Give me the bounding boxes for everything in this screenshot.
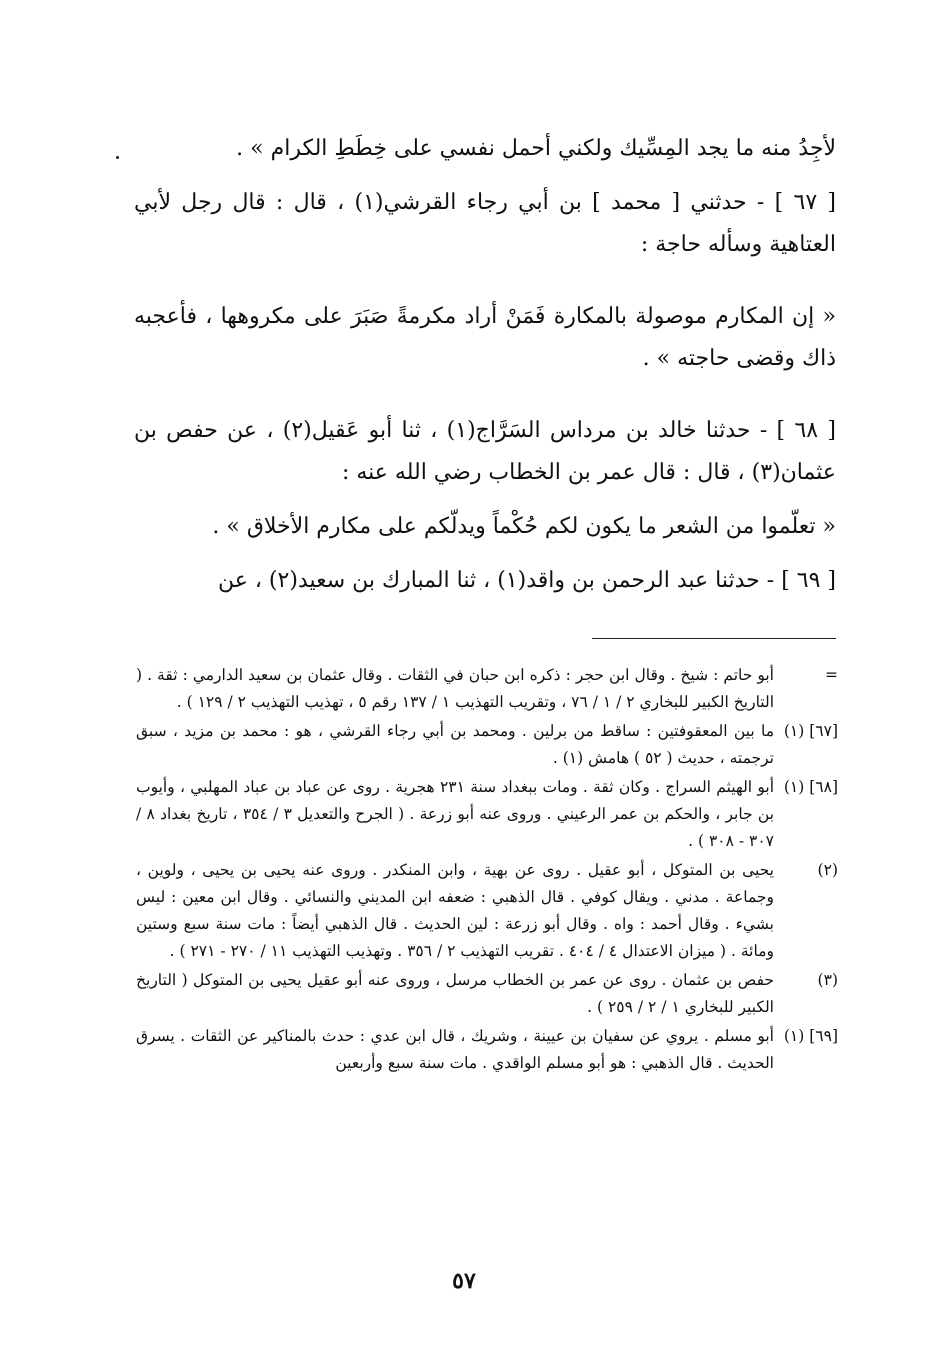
footnote-divider	[592, 638, 836, 639]
footnote-text: يحيى بن المتوكل ، أبو عقيل . روى عن بهية ، وابن المنكدر . وروى عنه يحيى بن يحيى ، ولوين ، وجماعة . مدني . ويقال كوفي . قال الذهبي : ضعفه ابن المديني والنسائي . وقال ابن معين : ليس بشيء . وقال أحمد : واه . وقال أبو زرعة : لين الحديث . قال الذهبي أيضاً : مات سنة سبع وستين ومائة . ( ميزان الاعتدال ٤ / ٤٠٤ . تقريب التهذيب ٢ / ٣٥٦ . وتهذيب التهذيب ١١ / ٢٧٠ - ٢٧١ ) .	[136, 861, 774, 960]
footnote-item	[136, 967, 838, 1021]
footnote-text: أبو الهيثم السراج . وكان ثقة . ومات ببغداد سنة ٢٣١ هجرية . روى عن عباد بن عباد المهلبي ، وأيوب بن جابر ، والحكم بن عمر الرعيني . وروى عنه أبو زرعة . ( الجرح والتعديل ٣ / ٣٥٤ ، تاريخ بغداد ٨ / ٣٠٧ - ٣٠٨ ) .	[136, 778, 774, 850]
footnote-item	[136, 662, 838, 716]
footnotes	[136, 662, 838, 1079]
footnote-text: ما بين المعقوفتين : ساقط من برلين . ومحمد بن أبي رجاء القرشي ، هو : محمد بن مزيد ، سبق ترجمته ، حديث ( ٥٢ ) هامش (١) .	[136, 722, 774, 767]
footnote-label: (٣)	[817, 971, 838, 989]
paragraph-quote-68: « تعلّموا من الشعر ما يكون لكم حُكْماً ويدلّكم على مكارم الأخلاق » .	[212, 514, 836, 539]
footnote-item	[136, 774, 838, 855]
footnote-item	[136, 718, 838, 772]
footnote-text: أبو مسلم . يروي عن سفيان بن عيينة ، وشريك ، قال ابن عدي : حدث بالمناكير عن الثقات . يسرق الحديث . قال الذهبي : هو أبو مسلم الواقدي . مات سنة سبع وأربعين	[136, 1027, 774, 1072]
paragraph-narration-67: [ ٦٧ ] - حدثني [ محمد ] بن أبي رجاء القرشي(١) ، قال : قال رجل لأبي العتاهية وسأله حاجة :	[134, 190, 837, 257]
page-number: ٥٧	[452, 1268, 476, 1294]
paragraph-verse-ending: لأجِدُ منه ما يجد المِسِّيك ولكني أحمل نفسي على خِطَطِ الكرام » .	[236, 136, 836, 161]
paragraph-narration-69: [ ٦٩ ] - حدثنا عبد الرحمن بن واقد(١) ، ثنا المبارك بن سعيد(٢) ، عن	[217, 568, 836, 593]
footnote-item	[136, 1023, 838, 1077]
paragraph-narration-68: [ ٦٨ ] - حدثنا خالد بن مرداس السَرَّاج(١) ، ثنا أبو عَقيل(٢) ، عن حفص بن عثمان(٣) ، قال : قال عمر بن الخطاب رضي الله عنه :	[134, 418, 836, 485]
paragraph-quote-67: « إن المكارم موصولة بالمكارة فَمَنْ أراد مكرمةً صَبَرَ على مكروهها ، فأعجبه ذاك وقضى حاجته » .	[134, 304, 836, 371]
footnote-label: (٢)	[817, 861, 838, 879]
main-text	[134, 128, 836, 602]
footnote-item	[136, 857, 838, 965]
footnote-label: =	[825, 666, 838, 684]
footnote-label: [٦٩] (١)	[783, 1027, 838, 1045]
footnote-label: [٦٧] (١)	[783, 722, 838, 740]
footnote-label: [٦٨] (١)	[783, 778, 838, 796]
footnote-text: أبو حاتم : شيخ . وقال ابن حجر : ذكره ابن حبان في الثقات . وقال عثمان بن سعيد الدارمي : ثقة . ( التاريخ الكبير للبخاري ٢ / ١ / ٧٦ ، وتقريب التهذيب ١ / ١٣٧ رقم ٥ ، تهذيب التهذيب ٢ / ١٢٩ ) .	[136, 666, 774, 711]
stray-dot	[116, 156, 119, 159]
footnote-text: حفص بن عثمان . روى عن عمر بن الخطاب مرسل ، وروى عنه أبو عقيل يحيى بن المتوكل ( التاريخ الكبير للبخاري ١ / ٢ / ٢٥٩ ) .	[136, 971, 774, 1016]
